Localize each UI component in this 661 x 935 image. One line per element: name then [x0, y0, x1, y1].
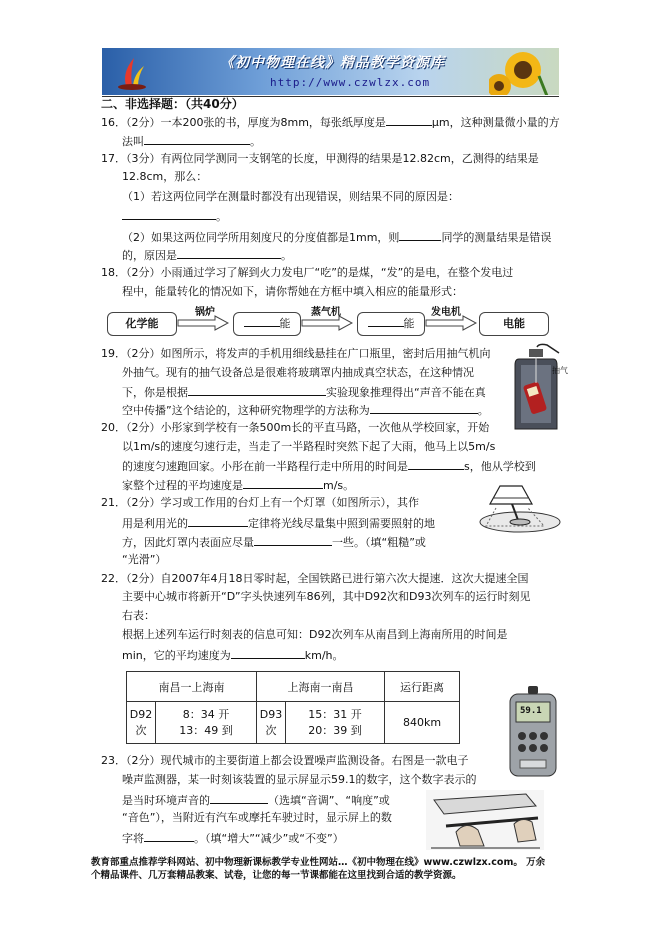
- flow-box-chemical-energy: 化学能: [107, 312, 177, 336]
- flow-box-3-label: 能: [403, 317, 415, 330]
- question-22-line-2: 主要中心城市将新开“D”字头快速列车86列，其中D92次和D93次列车的运行时刻见: [122, 590, 531, 603]
- table-cell-d92: [127, 702, 156, 744]
- footer-line-2: 个精品课件、几万套精品教案、试卷，让您的每一节课都能在这里找到合适的教学资源。: [91, 870, 462, 881]
- q17-text-c: 同学的测量结果是错误: [441, 231, 552, 244]
- question-18-line-2: 程中，能量转化的情况如下，请你帮她在方框中填入相应的能量形式：: [122, 285, 463, 298]
- q16-text-b: μm，这种测量微小量的方: [431, 116, 560, 129]
- q20-text-d: m/s。: [323, 479, 355, 492]
- q16-answer-blank-1[interactable]: [386, 114, 432, 126]
- question-20-line-1: 20．（2分）小彤家到学校有一条500m长的平直马路，一次他从学校回家，开始: [101, 421, 490, 434]
- q23-answer-blank-1[interactable]: [210, 792, 268, 804]
- question-20-line-3: [122, 458, 536, 474]
- question-23-line-4: “音色”），当附近有汽车或摩托车驶过时，显示屏上的数: [122, 811, 392, 824]
- question-17-line-5: [122, 229, 551, 245]
- flow-box-2-label: 能: [279, 317, 291, 330]
- flow-label-boiler: 锅炉: [195, 307, 215, 318]
- q17-answer-blank-3[interactable]: [177, 247, 281, 259]
- q21-answer-blank-2[interactable]: [254, 534, 332, 546]
- q23-text-d: 。（填“增大”“减少”或“不变”）: [194, 832, 344, 845]
- table-cell-distance: 840km: [385, 702, 460, 744]
- question-21-line-1: 21．（2分）学习或工作用的台灯上有一个灯罩（如图所示），其作: [101, 496, 419, 509]
- q21-text-a: 用是利用光的: [122, 517, 188, 530]
- train-timetable: [126, 671, 460, 744]
- table-cell-d93: [257, 702, 286, 744]
- d92-depart: 8：34 开: [182, 707, 230, 721]
- question-18-line-1: 18．（2分）小雨通过学习了解到火力发电厂“吃”的是煤，“发”的是电，在整个发电过: [101, 266, 514, 279]
- table-header-nanchang-shanghai: 南昌一上海南: [127, 672, 257, 702]
- question-19-line-3: [122, 384, 486, 400]
- question-16-line-1: [101, 114, 560, 130]
- footer-line-1: 教育部重点推荐学科网站、初中物理新课标教学专业性网站…《初中物理在线》www.czwlzx.com。 万余: [91, 857, 546, 868]
- q23-text-c: 字将: [122, 832, 144, 845]
- q20-text-b: s，他从学校到: [464, 460, 536, 473]
- question-22-line-3: 右表：: [122, 609, 155, 622]
- question-17-line-3: （1）若这两位同学在测量时都没有出现错误，则结果不同的原因是：: [122, 190, 459, 203]
- question-21-line-3: [122, 534, 426, 550]
- bell-jar-phone-icon: [507, 343, 571, 433]
- table-row: [127, 702, 460, 744]
- q22-text-b: km/h。: [304, 649, 344, 662]
- header-banner: [102, 48, 559, 95]
- question-20-line-2: 以1m/s的速度匀速行走，当走了一半路程时突然下起了大雨，他马上以5m/s: [122, 440, 496, 453]
- q16-text-a: 16．（2分）一本200张的书，厚度为8mm，每张纸厚度是: [101, 116, 386, 129]
- d93-arrive: 20：39 到: [308, 723, 362, 737]
- banner-url[interactable]: http://www.czwlzx.com: [270, 76, 431, 89]
- flow-box-electric-energy: 电能: [479, 312, 549, 336]
- d93-suffix: 次: [265, 723, 277, 737]
- flow-label-steam-engine: 蒸气机: [311, 307, 341, 318]
- question-20-line-4: [122, 477, 354, 493]
- q20-answer-blank-1[interactable]: [408, 458, 464, 470]
- flow-box-2: [233, 312, 301, 336]
- question-23-line-2: 噪声监测器，某一时刻该装置的显示屏显示59.1的数字，这个数字表示的: [122, 773, 477, 786]
- site-logo-icon: [112, 52, 152, 92]
- q21-text-b: 定律将光线尽量集中照到需要照射的地: [248, 517, 435, 530]
- q17-text-a: 。: [216, 210, 227, 223]
- d92-arrive: 13：49 到: [179, 723, 233, 737]
- flow-box-3: [357, 312, 425, 336]
- q21-answer-blank-1[interactable]: [188, 515, 248, 527]
- q21-text-c: 方，因此灯罩内表面应尽量: [122, 536, 254, 549]
- question-19-line-2: 外抽气。现有的抽气设备总是很难将玻璃罩内抽成真空状态，在这种情况: [122, 366, 474, 379]
- q16-text-c: 法叫: [122, 135, 144, 148]
- question-23-line-1: 23．（2分）现代城市的主要街道上都会设置噪声监测设备。右图是一款电子: [101, 754, 469, 767]
- q23-answer-blank-2[interactable]: [144, 830, 194, 842]
- d92-code: D92: [129, 707, 153, 721]
- q17-text-b: （2）如果这两位同学所用刻度尺的分度值都是1mm，则: [122, 231, 400, 244]
- q21-text-d: 一些。（填“粗糙”或: [332, 536, 426, 549]
- sunflower-icon: [489, 48, 553, 95]
- question-21-line-2: [122, 515, 435, 531]
- q17-answer-blank-1[interactable]: [122, 208, 216, 220]
- noise-monitor-icon: [506, 686, 560, 778]
- table-cell-d93-times: [286, 702, 385, 744]
- q20-answer-blank-2[interactable]: [243, 477, 323, 489]
- question-17-line-4: [122, 208, 227, 224]
- q19-answer-blank-1[interactable]: [188, 384, 326, 396]
- d93-code: D93: [259, 707, 283, 721]
- d93-depart: 15：31 开: [308, 707, 362, 721]
- q23-text-a: 是当时环境声音的: [122, 794, 210, 807]
- table-header-row: [127, 672, 460, 702]
- question-21-line-4: “光滑”）: [122, 553, 167, 566]
- q19-text-a: 下，你是根据: [122, 386, 188, 399]
- table-cell-d92-times: [156, 702, 257, 744]
- q20-text-a: 的速度匀速跑回家。小彤在前一半路程行走中所用的时间是: [122, 460, 408, 473]
- flow-box-2-blank[interactable]: [244, 315, 280, 327]
- question-22-line-4: 根据上述列车运行时刻表的信息可知：D92次列车从南昌到上海南所用的时间是: [122, 628, 508, 641]
- q19-answer-blank-2[interactable]: [370, 402, 478, 414]
- question-17-line-1: 17．（3分）有两位同学测同一支钢笔的长度，甲测得的结果是12.82cm，乙测得的结果是: [101, 152, 539, 165]
- flow-label-generator: 发电机: [431, 307, 461, 318]
- question-23-line-3: [122, 792, 390, 808]
- question-23-line-5: [122, 830, 344, 846]
- q23-text-b: （选填“音调”、“响度”或: [268, 794, 390, 807]
- question-19-line-4: [122, 402, 489, 418]
- q17-text-d: 的，原因是: [122, 249, 177, 262]
- q22-answer-blank-1[interactable]: [231, 647, 305, 659]
- d92-suffix: 次: [135, 723, 147, 737]
- question-16-line-2: [122, 133, 261, 149]
- ruler-experiment-icon: [426, 790, 544, 850]
- q16-answer-blank-2[interactable]: [144, 133, 250, 145]
- question-22-line-1: 22．（2分）自2007年4月18日零时起，全国铁路已进行第六次大提速．这次大提速全国: [101, 572, 529, 585]
- question-19-line-1: 19．（2分）如图所示，将发声的手机用细线悬挂在广口瓶里，密封后用抽气机向: [101, 347, 491, 360]
- page-footer: [91, 856, 571, 882]
- q17-text-e: 。: [281, 249, 292, 262]
- flow-box-3-blank[interactable]: [368, 315, 404, 327]
- monitor-display-value: 59.1: [520, 706, 542, 716]
- section-title: 二、非选择题：（共40分）: [101, 97, 244, 111]
- question-17-line-6: [122, 247, 292, 263]
- banner-title: 《初中物理在线》精品教学资源库: [220, 55, 445, 71]
- question-22-line-5: [122, 647, 344, 663]
- q19-text-b: 实验现象推理得出“声音不能在真: [326, 386, 486, 399]
- table-header-shanghai-nanchang: 上海南一南昌: [257, 672, 385, 702]
- q17-answer-blank-2[interactable]: [399, 229, 441, 241]
- q19-text-d: 。: [477, 404, 489, 417]
- table-header-distance: 运行距离: [385, 672, 460, 702]
- q16-text-d: 。: [250, 135, 261, 148]
- question-17-line-2: 12.8cm，那么：: [122, 170, 208, 183]
- q20-text-c: 家整个过程的平均速度是: [122, 479, 243, 492]
- q22-text-a: min，它的平均速度为: [122, 649, 231, 662]
- desk-lamp-icon: [476, 478, 564, 534]
- q19-text-c: 空中传播”这个结论的，这种研究物理学的方法称为: [122, 404, 370, 417]
- pump-label: 抽气: [552, 366, 568, 375]
